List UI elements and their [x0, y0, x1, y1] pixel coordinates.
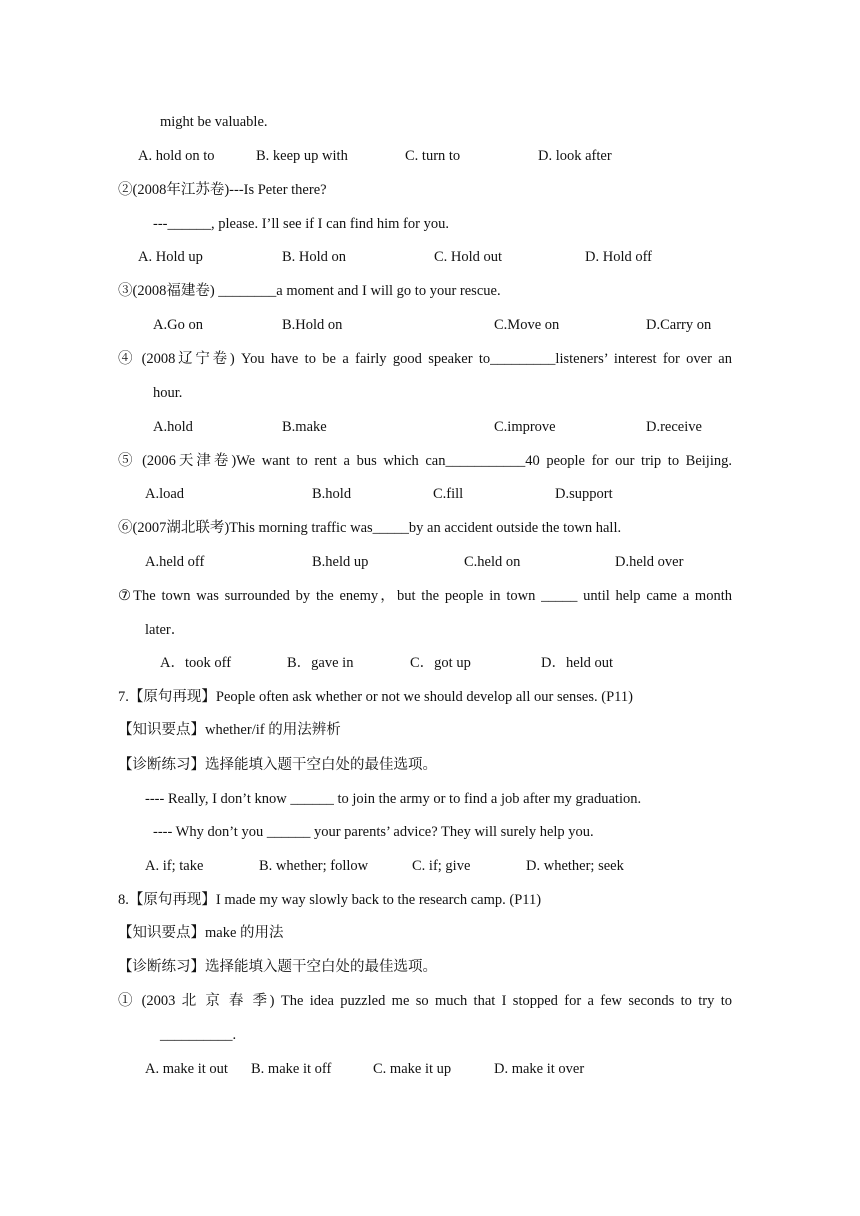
section-8-knowledge-point: 【知识要点】make 的用法 [118, 925, 284, 941]
option-b: B.held up [312, 554, 369, 570]
option-c: C. if; give [412, 858, 471, 874]
option-b: B.Hold on [282, 317, 343, 333]
option-a: A.load [145, 486, 185, 502]
option-b: B. whether; follow [259, 858, 369, 874]
section-8-original-sentence: 8.【原句再现】I made my way slowly back to the research camp. (P11) [118, 892, 542, 908]
option-d: D. Hold off [585, 249, 652, 265]
option-b: B．gave in [287, 655, 354, 671]
section-8-question-1-blank: __________. [160, 1027, 237, 1043]
section-8-diagnosis-title: 【诊断练习】选择能填入题干空白处的最佳选项。 [118, 959, 437, 975]
option-d: D. make it over [494, 1061, 585, 1077]
option-c: C. turn to [405, 148, 461, 164]
section-7-diagnosis-title: 【诊断练习】选择能填入题干空白处的最佳选项。 [118, 757, 437, 773]
question-7-stem-cont: later． [145, 622, 186, 638]
question-7-stem: ⑦The town was surrounded by the enemy，but the people in town _____ until help came a month [118, 588, 732, 604]
section-7-dialog-line-1: ---- Really, I don’t know ______ to join the army or to find a job after my graduation. [145, 791, 642, 807]
option-c: C.held on [464, 554, 521, 570]
question-2-dialog: ---______, please. I’ll see if I can find him for you. [153, 216, 449, 232]
option-d: D.receive [646, 419, 702, 435]
option-b: B. keep up with [256, 148, 348, 164]
option-d: D. whether; seek [526, 858, 624, 874]
option-a: A. hold on to [138, 148, 215, 164]
question-3-stem: ③(2008福建卷) ________a moment and I will go to your rescue. [118, 283, 501, 299]
section-8-question-1-stem: ① (2003 北 京 春 季) The idea puzzled me so much that I stopped for a few seconds to try to [118, 993, 732, 1009]
option-c: C.fill [433, 486, 464, 502]
option-a: A．took off [160, 655, 232, 671]
question-2-stem: ②(2008年江苏卷)---Is Peter there? [118, 182, 327, 198]
option-b: B. make it off [251, 1061, 332, 1077]
option-d: D. look after [538, 148, 612, 164]
section-7-original-sentence: 7.【原句再现】People often ask whether or not we should develop all our senses. (P11) [118, 689, 633, 705]
option-c: C. make it up [373, 1061, 452, 1077]
option-b: B.make [282, 419, 327, 435]
option-a: A.hold [153, 419, 193, 435]
option-a: A.Go on [153, 317, 203, 333]
section-7-knowledge-point: 【知识要点】whether/if 的用法辨析 [118, 722, 341, 738]
option-d: D.held over [615, 554, 684, 570]
option-b: B. Hold on [282, 249, 347, 265]
option-c: C. Hold out [434, 249, 503, 265]
section-7-dialog-line-2: ---- Why don’t you ______ your parents’ advice? They will surely help you. [153, 824, 594, 840]
option-c: C.improve [494, 419, 556, 435]
question-4-stem-cont: hour. [153, 385, 183, 401]
question-5-stem: ⑤ (2006天津卷)We want to rent a bus which can___________40 people for our trip to Beijing. [118, 453, 732, 469]
option-b: B.hold [312, 486, 352, 502]
question-6-stem: ⑥(2007湖北联考)This morning traffic was_____by an accident outside the town hall. [118, 520, 622, 536]
option-a: A. if; take [145, 858, 204, 874]
question-4-stem: ④ (2008辽宁卷) You have to be a fairly good speaker to_________listeners’ interest for over an [118, 351, 732, 367]
option-d: D.Carry on [646, 317, 712, 333]
option-d: D.support [555, 486, 613, 502]
option-a: A. make it out [145, 1061, 228, 1077]
option-c: C．got up [410, 655, 471, 671]
stem-continuation: might be valuable. [160, 114, 268, 130]
option-a: A.held off [145, 554, 205, 570]
option-c: C.Move on [494, 317, 560, 333]
option-a: A. Hold up [138, 249, 203, 265]
option-d: D．held out [541, 655, 614, 671]
